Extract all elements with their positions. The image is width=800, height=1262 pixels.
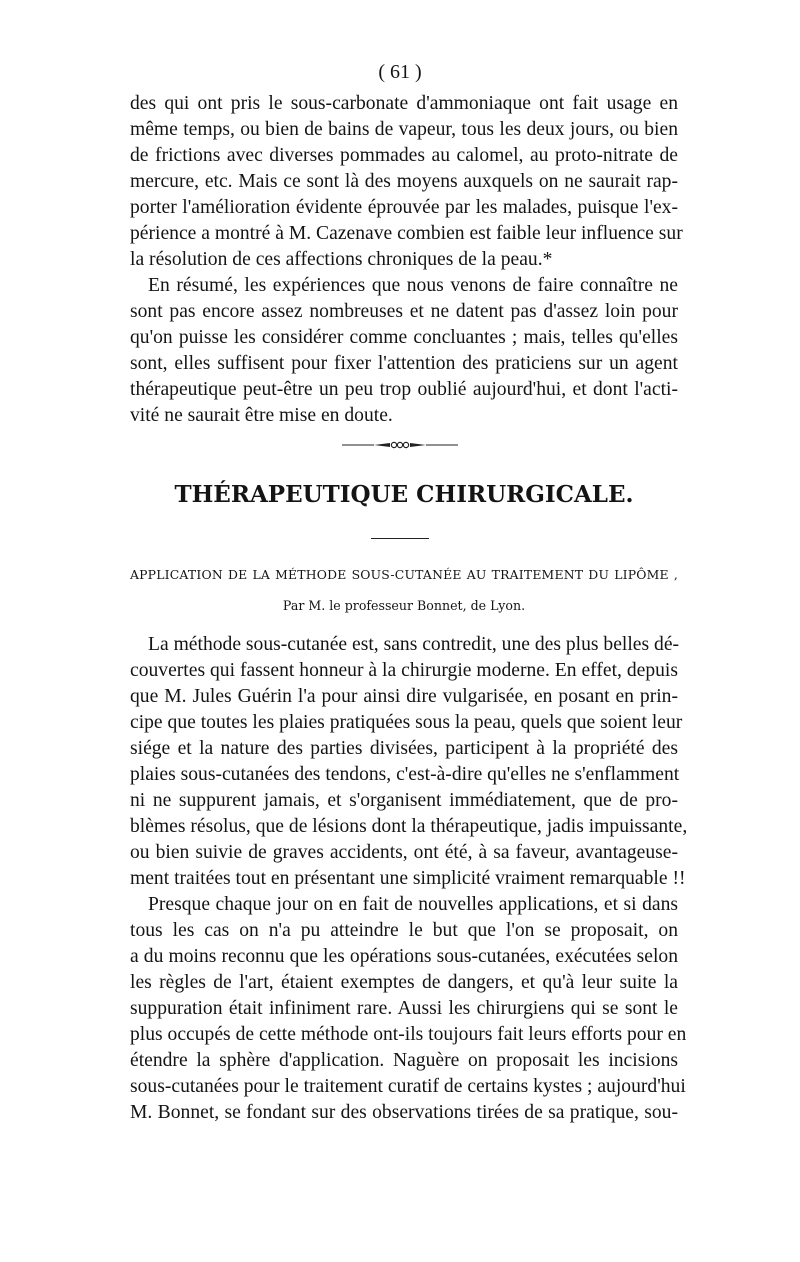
text-line: En résumé, les expériences que nous venons de faire connaître ne: [148, 275, 678, 296]
text-line: ment traitées tout en présentant une simplicité vraiment remarquable !!: [130, 868, 686, 889]
text-line: ou bien suivie de graves accidents, ont été, à sa faveur, avantageuse-: [130, 842, 678, 863]
ornament-divider: [340, 439, 460, 451]
text-line: sous-cutanées pour le traitement curatif de certains kystes ; aujourd'hui: [130, 1076, 686, 1097]
text-line: suppuration était infiniment rare. Aussi les chirurgiens qui se sont le: [130, 998, 678, 1019]
text-line: La méthode sous-cutanée est, sans contredit, une des plus belles dé-: [148, 634, 680, 655]
text-line: plaies sous-cutanées des tendons, c'est-à-dire qu'elles ne s'enflamment: [130, 764, 680, 785]
text-line: siége et la nature des parties divisées, participent à la propriété des: [130, 738, 678, 759]
text-line: Presque chaque jour on en fait de nouvelles applications, et si dans: [148, 894, 678, 915]
text-line: thérapeutique peut-être un peu trop oublié aujourd'hui, et dont l'acti-: [130, 379, 678, 400]
text-line: étendre la sphère d'application. Naguère on proposait les incisions: [130, 1050, 678, 1071]
text-line: cipe que toutes les plaies pratiquées sous la peau, quels que soient leur: [130, 712, 683, 733]
title-rule: [371, 538, 429, 539]
text-line: sont pas encore assez nombreuses et ne datent pas d'assez loin pour: [130, 301, 678, 322]
text-line: plus occupés de cette méthode ont-ils toujours fait leurs efforts pour en: [130, 1024, 687, 1045]
text-line: la résolution de ces affections chroniques de la peau.*: [130, 249, 553, 270]
text-line: tous les cas on n'a pu atteindre le but que l'on se proposait, on: [130, 920, 678, 941]
text-line: mercure, etc. Mais ce sont là des moyens auxquels on ne saurait rap-: [130, 171, 678, 192]
text-line: ni ne suppurent jamais, et s'organisent immédiatement, que de pro-: [130, 790, 678, 811]
text-line: de frictions avec diverses pommades au calomel, au proto-nitrate de: [130, 145, 678, 166]
article-byline: Par M. le professeur Bonnet, de Lyon.: [282, 598, 526, 613]
text-line: blèmes résolus, que de lésions dont la thérapeutique, jadis impuissante,: [130, 816, 688, 837]
text-line: même temps, ou bien de bains de vapeur, tous les deux jours, ou bien: [130, 119, 678, 140]
text-line: vité ne saurait être mise en doute.: [130, 405, 393, 426]
article-subheading: APPLICATION DE LA MÉTHODE SOUS-CUTANÉE AU TRAITEMENT DU LIPÔME ,: [130, 567, 678, 582]
text-line: périence a montré à M. Cazenave combien est faible leur influence sur: [130, 223, 683, 244]
text-line: M. Bonnet, se fondant sur des observations tirées de sa pratique, sou-: [130, 1102, 678, 1123]
text-line: a du moins reconnu que les opérations sous-cutanées, exécutées selon: [130, 946, 678, 967]
text-line: sont, elles suffisent pour fixer l'attention des praticiens sur un agent: [130, 353, 678, 374]
text-line: des qui ont pris le sous-carbonate d'ammoniaque ont fait usage en: [130, 93, 678, 114]
text-line: que M. Jules Guérin l'a pour ainsi dire vulgarisée, en posant en prin-: [130, 686, 678, 707]
text-line: couvertes qui fassent honneur à la chirurgie moderne. En effet, depuis: [130, 660, 678, 681]
page-number: ( 61 ): [378, 61, 422, 83]
text-line: les règles de l'art, étaient exemptes de dangers, et qu'à leur suite la: [130, 972, 678, 993]
section-title: THÉRAPEUTIQUE CHIRURGICALE.: [174, 481, 634, 508]
text-line: porter l'amélioration évidente éprouvée par les malades, puisque l'ex-: [130, 197, 678, 218]
text-line: qu'on puisse les considérer comme concluantes ; mais, telles qu'elles: [130, 327, 678, 348]
